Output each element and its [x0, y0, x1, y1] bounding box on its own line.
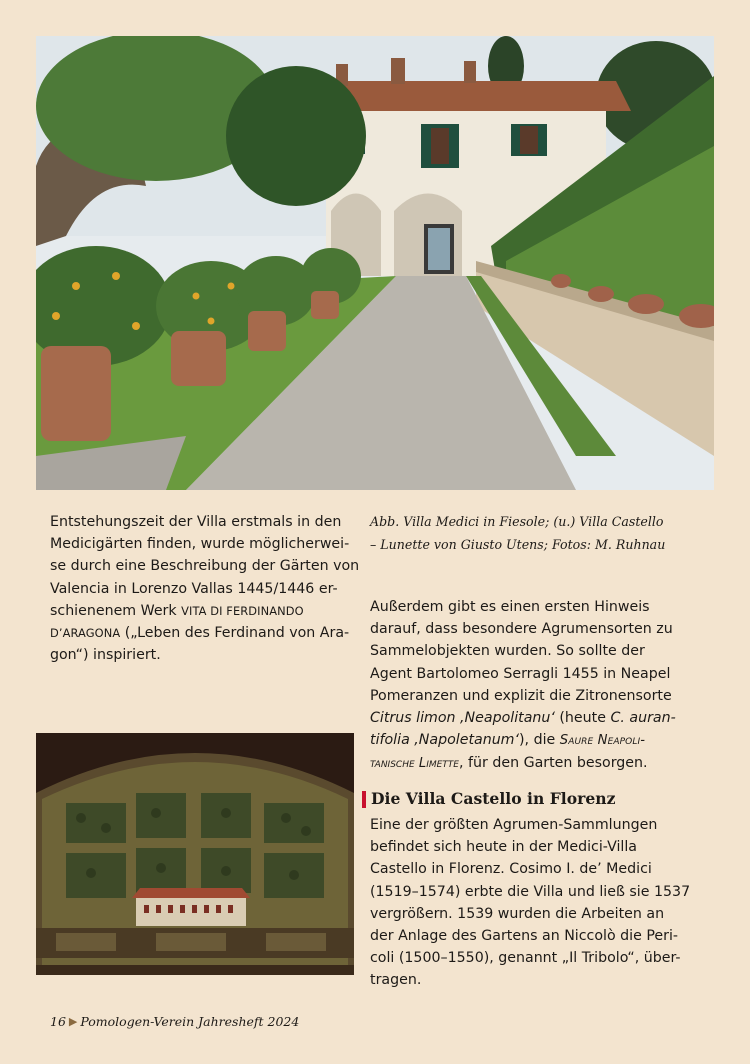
text-line: Castello in Florenz. Cosimo I. de’ Medici: [370, 861, 652, 878]
text-line: [50, 622, 350, 644]
species-name: C. auran-: [610, 710, 676, 727]
publication-title: Pomologen-Verein Jahresheft 2024: [80, 1014, 300, 1029]
text-line: (1519–1574) erbte die Villa und ließ sie 1537: [370, 883, 691, 900]
variety-name-smallcaps: Saure Neapoli-: [559, 733, 646, 749]
section-heading: [362, 788, 702, 810]
right-column-paragraph: [370, 596, 676, 776]
chevron-right-icon: ▶: [68, 1015, 78, 1028]
text-fragment: , für den Garten besorgen.: [459, 755, 648, 772]
left-column-text: [50, 511, 360, 666]
page-number: 16: [50, 1014, 66, 1029]
text-line: Valencia in Lorenzo Vallas 1445/1446 er-: [50, 580, 338, 597]
page-footer: [50, 1014, 299, 1029]
lunette-painting: [36, 733, 354, 975]
text-line: [370, 729, 670, 752]
text-line: Außerdem gibt es einen ersten Hinweis: [370, 599, 650, 615]
species-name: Citrus limon ‚Neapolitanu‘: [370, 710, 555, 727]
figure-caption: [370, 511, 690, 556]
text-line: Sammelobjekten wurden. So sollte der: [370, 643, 645, 660]
text-line: [370, 752, 670, 775]
heading-text: Die Villa Castello in Florenz: [371, 789, 616, 808]
text-line: darauf, dass besondere Agrumensorten zu: [370, 621, 673, 638]
text-line: der Anlage des Gartens an Niccolò die Peri-: [370, 928, 679, 945]
text-line: Medicigärten finden, wurde möglicherwei-: [50, 536, 350, 553]
text-fragment: schienenem Werk: [50, 602, 182, 619]
variety-name-smallcaps: tanische Limette: [370, 756, 459, 772]
text-line: gon“) inspiriert.: [50, 647, 161, 664]
castello-paragraph: [370, 814, 691, 992]
text-line: Pomeranzen und explizit die Zitronensorte: [370, 687, 672, 704]
text-line: coli (1500–1550), genannt „Il Tribolo“, über-: [370, 950, 681, 967]
caption-line: – Lunette von Giusto Utens; Fotos: M. Ruhnau: [370, 536, 666, 552]
text-fragment: (heute: [554, 710, 611, 727]
text-line: Agent Bartolomeo Serragli 1455 in Neapel: [370, 665, 671, 682]
text-line: befindet sich heute in der Medici-Villa: [370, 839, 637, 856]
text-line: vergrößern. 1539 wurden die Arbeiten an: [370, 905, 665, 922]
text-fragment: ), die: [519, 732, 560, 749]
text-line: tragen.: [370, 972, 422, 989]
species-name: tifolia ‚Napoletanum‘: [370, 732, 520, 749]
text-line: se durch eine Beschreibung der Gärten von: [50, 558, 360, 575]
villa-photo-illustration: [36, 36, 714, 490]
text-line: Eine der größten Agrumen-Sammlungen: [370, 817, 658, 833]
text-line: [50, 600, 350, 622]
text-fragment: („Leben des Ferdinand von Ara-: [120, 625, 350, 642]
caption-line: Abb. Villa Medici in Fiesole; (u.) Villa Castello: [370, 514, 664, 529]
lunette-illustration: [36, 733, 354, 975]
book-title-smallcaps: D’ARAGONA: [50, 626, 121, 641]
heading-marker-icon: [362, 791, 366, 808]
book-title-smallcaps: VITA DI FERDINANDO: [181, 603, 304, 618]
text-line: [370, 707, 676, 729]
text-line: Entstehungszeit der Villa erstmals in den: [50, 514, 342, 530]
villa-medici-photo: [36, 36, 714, 490]
